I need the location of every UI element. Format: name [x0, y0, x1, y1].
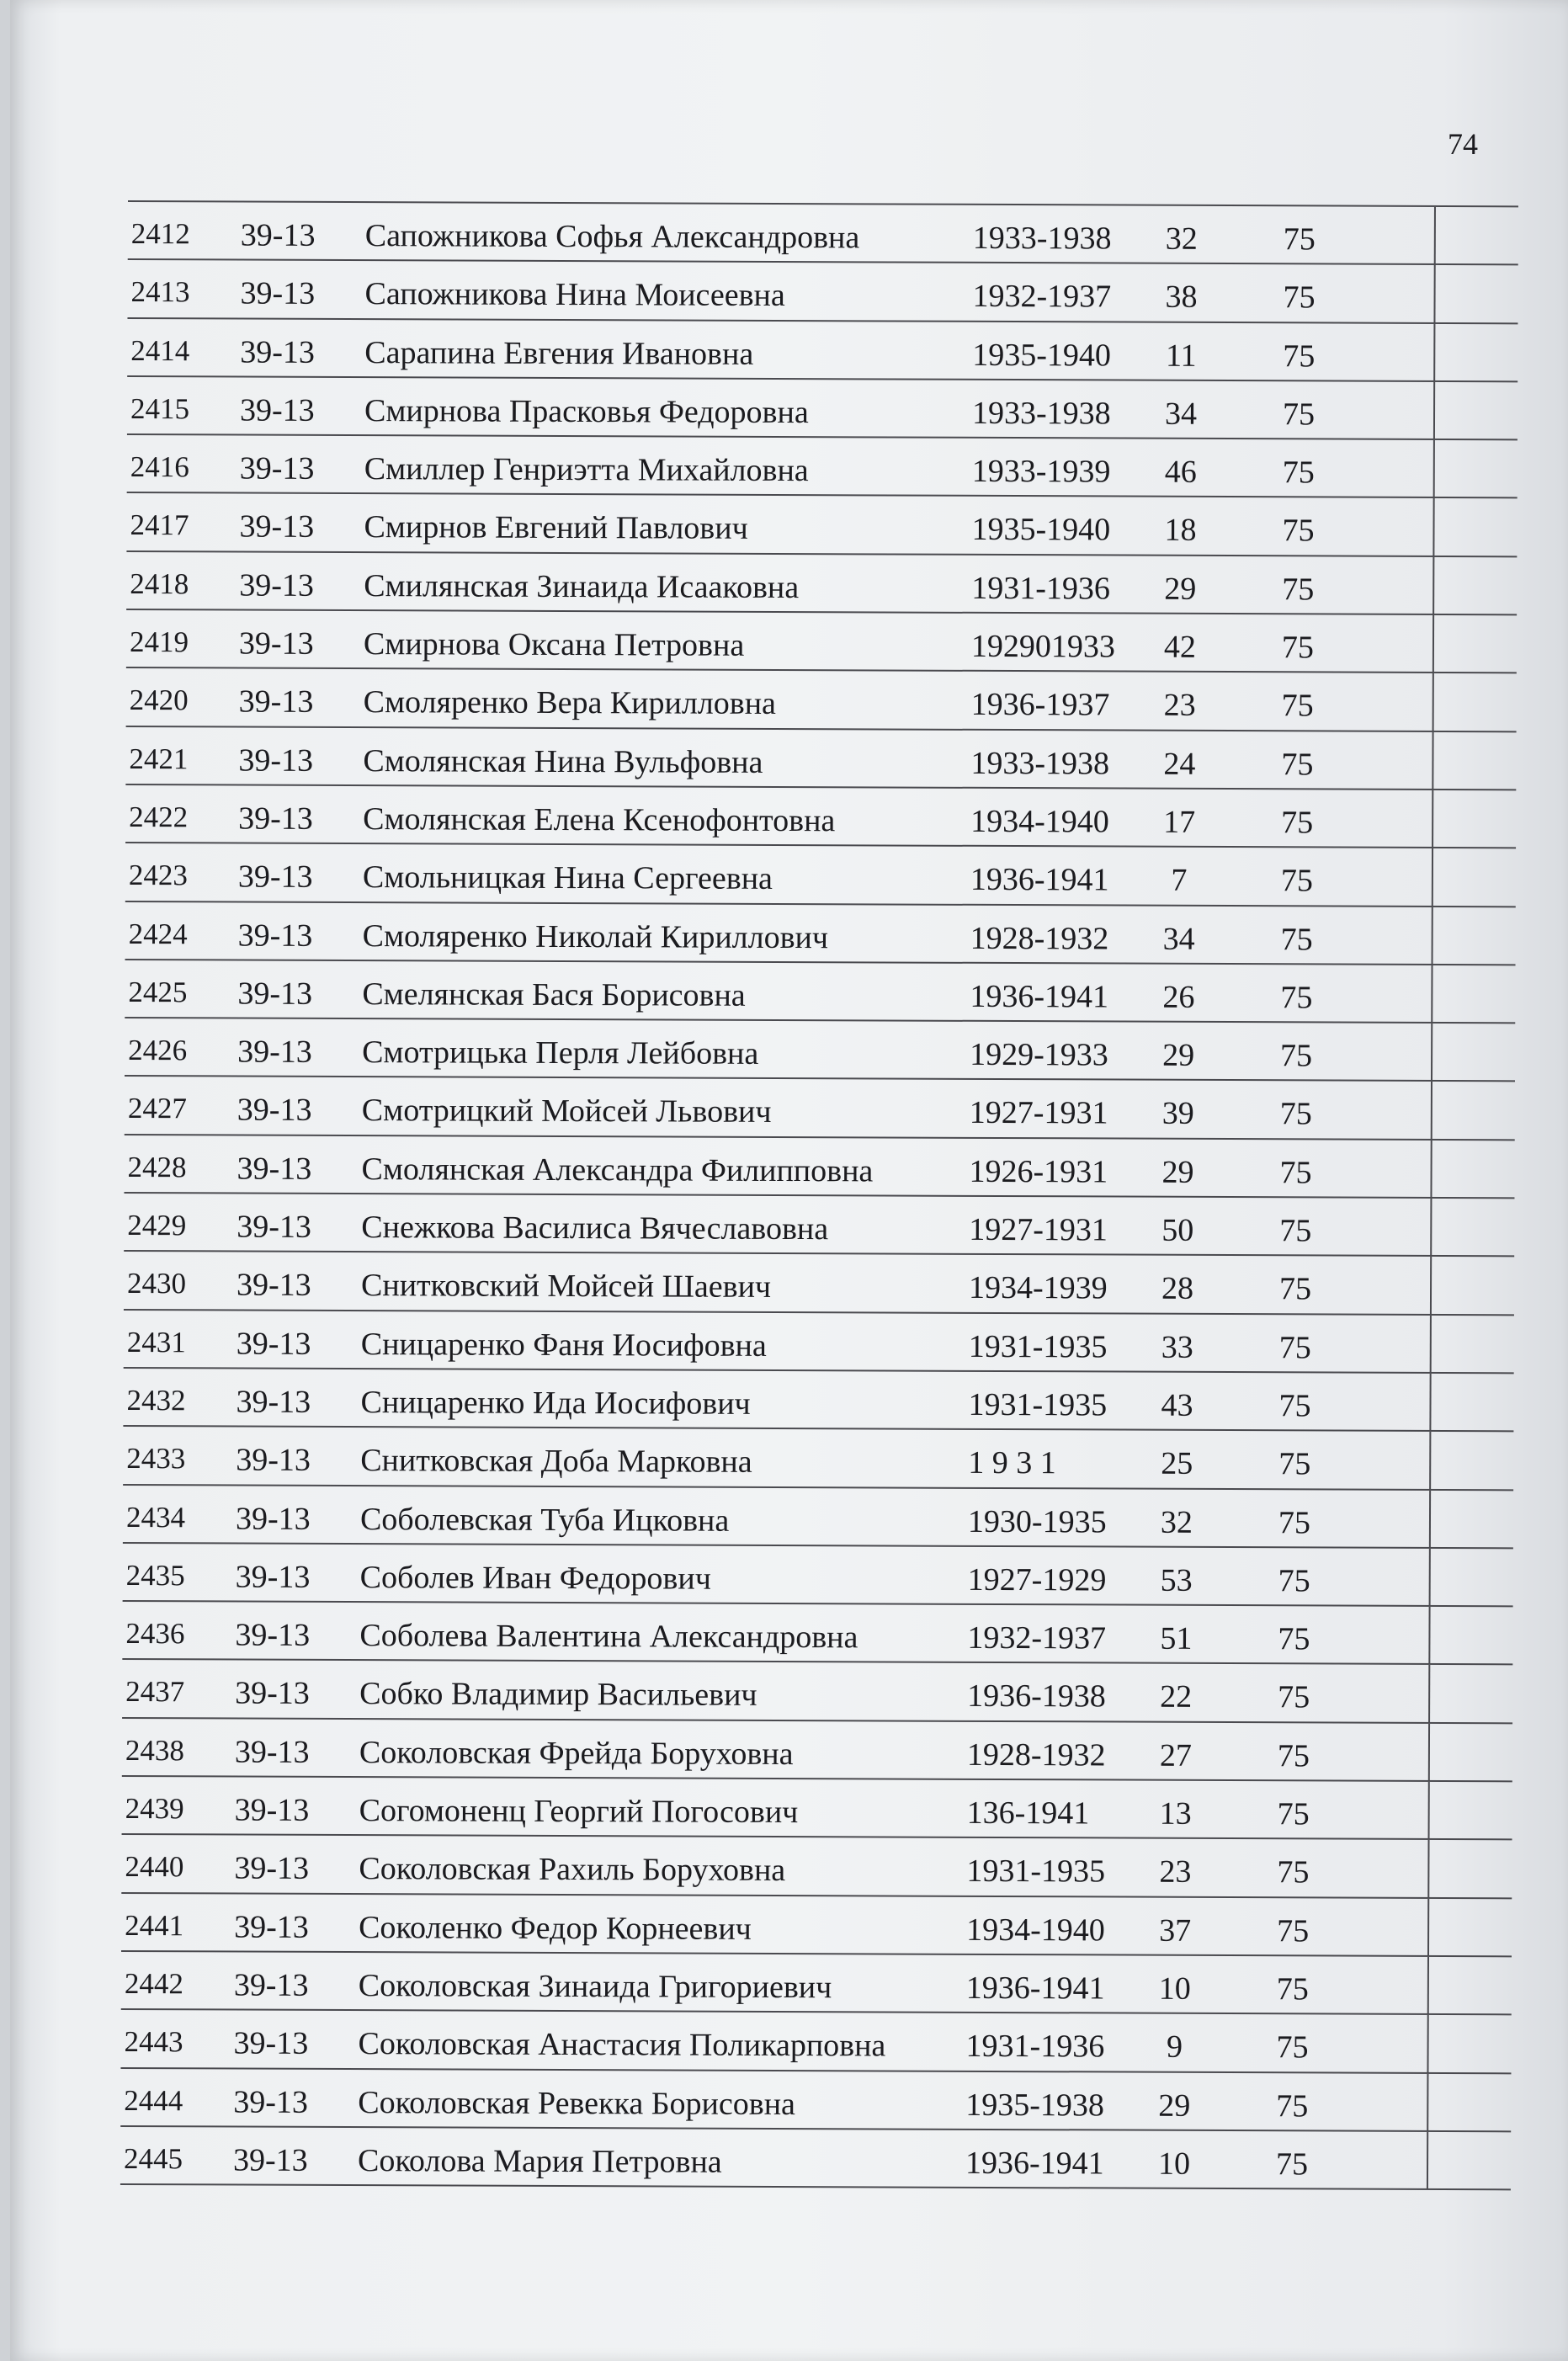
- file-count: 13: [1159, 1795, 1192, 1832]
- file-count: 10: [1158, 1970, 1191, 2007]
- years-range: 1931-1935: [968, 1386, 1108, 1423]
- column-divider: [1428, 1665, 1430, 1721]
- file-count: 43: [1161, 1387, 1193, 1423]
- archive-value: 75: [1280, 863, 1313, 899]
- table-row: [124, 1194, 1514, 1258]
- fund-code: 39-13: [234, 1909, 309, 1945]
- years-range: 1936-1941: [965, 2145, 1104, 2182]
- column-divider: [1432, 732, 1433, 789]
- file-count: 26: [1162, 979, 1195, 1015]
- column-divider: [1431, 1024, 1432, 1080]
- archive-value: 75: [1282, 455, 1315, 491]
- person-name: Соболев Иван Федорович: [359, 1559, 711, 1597]
- years-range: 136-1941: [966, 1795, 1090, 1832]
- person-name: Соколовская Рахиль Боруховна: [359, 1851, 786, 1889]
- table-row: [125, 960, 1515, 1024]
- column-divider: [1433, 440, 1435, 497]
- person-name: Сницаренко Ида Иосифович: [360, 1385, 751, 1422]
- person-name: Снитковская Доба Марковна: [360, 1443, 752, 1481]
- years-range: 1933-1938: [970, 745, 1110, 782]
- table-row: [120, 2010, 1511, 2074]
- column-divider: [1430, 1199, 1432, 1255]
- years-range: 1933-1938: [971, 395, 1111, 432]
- person-name: Соболевская Туба Ицковна: [359, 1501, 730, 1539]
- years-range: 1936-1937: [970, 687, 1110, 723]
- person-name: Смольницкая Нина Сергеевна: [362, 859, 773, 897]
- row-number: 2423: [128, 859, 188, 892]
- table-row: [121, 1894, 1512, 1958]
- table-row: [127, 260, 1518, 324]
- fund-code: 39-13: [237, 1092, 312, 1129]
- person-name: Смирнов Евгений Павлович: [364, 509, 748, 547]
- table-row: [124, 1252, 1514, 1316]
- column-divider: [1432, 557, 1434, 614]
- years-range: 1934-1939: [968, 1270, 1108, 1306]
- file-count: 11: [1165, 338, 1197, 374]
- fund-code: 39-13: [240, 275, 316, 312]
- person-name: Смилянская Зинаида Исааковна: [364, 567, 800, 605]
- row-number: 2443: [124, 2025, 183, 2059]
- file-count: 18: [1164, 513, 1197, 549]
- fund-code: 39-13: [240, 217, 316, 253]
- archive-value: 75: [1279, 1096, 1312, 1132]
- archive-value: 75: [1278, 1329, 1311, 1366]
- years-range: 1936-1941: [965, 1970, 1105, 2007]
- fund-code: 39-13: [237, 1034, 312, 1071]
- column-divider: [1430, 1141, 1432, 1197]
- archive-value: 75: [1278, 1504, 1311, 1540]
- person-name: Смоляренко Вера Кирилловна: [363, 684, 777, 722]
- fund-code: 39-13: [239, 450, 315, 487]
- archive-value: 75: [1279, 1213, 1312, 1249]
- person-name: Соколовская Анастасия Поликарповна: [358, 2026, 886, 2064]
- row-number: 2444: [124, 2083, 183, 2117]
- file-count: 23: [1163, 688, 1196, 724]
- table-row: [126, 552, 1517, 616]
- column-divider: [1427, 2073, 1428, 2130]
- person-name: Соболева Валентина Александровна: [359, 1618, 858, 1656]
- table-row: [123, 1486, 1513, 1550]
- person-name: Смотрицька Перля Лейбовна: [362, 1034, 759, 1072]
- archive-value: 75: [1283, 279, 1316, 316]
- years-range: 1931-1935: [968, 1328, 1108, 1365]
- archive-value: 75: [1283, 338, 1316, 375]
- file-count: 33: [1161, 1329, 1193, 1365]
- column-divider: [1432, 673, 1434, 730]
- archive-value: 75: [1278, 1563, 1310, 1599]
- row-number: 2431: [126, 1325, 186, 1359]
- years-range: 1936-1941: [970, 978, 1109, 1015]
- years-range: 1936-1941: [970, 862, 1109, 898]
- archive-value: 75: [1275, 2146, 1309, 2183]
- row-number: 2427: [127, 1092, 187, 1125]
- fund-code: 39-13: [240, 334, 316, 370]
- archive-value: 75: [1282, 572, 1315, 608]
- person-name: Сарапина Евгения Ивановна: [364, 334, 754, 372]
- fund-code: 39-13: [238, 625, 314, 662]
- table-row: [120, 2068, 1511, 2132]
- column-divider: [1427, 1840, 1429, 1896]
- column-divider: [1432, 498, 1434, 555]
- file-count: 17: [1163, 804, 1196, 840]
- row-number: 2429: [127, 1209, 187, 1242]
- years-range: 1935-1940: [971, 512, 1111, 548]
- row-number: 2425: [128, 975, 188, 1009]
- file-count: 29: [1162, 1037, 1195, 1074]
- archive-value: 75: [1278, 1388, 1311, 1424]
- fund-code: 39-13: [236, 1326, 311, 1362]
- person-name: Смолянская Нина Вульфовна: [363, 742, 763, 780]
- fund-code: 39-13: [239, 392, 315, 428]
- table-row: [125, 727, 1516, 791]
- table-row: [123, 1544, 1513, 1608]
- row-number: 2414: [130, 333, 190, 367]
- fund-code: 39-13: [237, 917, 313, 954]
- person-name: Сапожникова Софья Александровна: [364, 218, 860, 256]
- person-name: Соколова Мария Петровна: [357, 2142, 722, 2180]
- row-number: 2441: [125, 1908, 184, 1942]
- ledger-table: [120, 200, 1518, 2190]
- person-name: Смирнова Оксана Петровна: [363, 626, 745, 663]
- fund-code: 39-13: [237, 1209, 312, 1245]
- years-range: 1926-1931: [969, 1153, 1108, 1190]
- archive-value: 75: [1278, 1446, 1311, 1482]
- archive-value: 75: [1276, 2087, 1309, 2124]
- file-count: 27: [1159, 1737, 1192, 1773]
- person-name: Смолянская Елена Ксенофонтовна: [363, 801, 836, 839]
- table-row: [122, 1660, 1512, 1724]
- row-number: 2424: [128, 917, 188, 950]
- archive-value: 75: [1278, 1621, 1310, 1657]
- row-number: 2437: [125, 1675, 185, 1709]
- years-range: 192901933: [970, 628, 1116, 665]
- years-range: 1931-1935: [966, 1853, 1106, 1890]
- years-range: 1927-1929: [967, 1561, 1107, 1598]
- file-count: 38: [1165, 279, 1198, 316]
- person-name: Смелянская Бася Борисовна: [362, 976, 746, 1013]
- file-count: 23: [1159, 1854, 1192, 1890]
- column-divider: [1431, 1082, 1432, 1138]
- table-row: [127, 377, 1518, 441]
- person-name: Смоляренко Николай Кириллович: [362, 917, 829, 955]
- person-name: Снитковский Мойсей Шаевич: [360, 1268, 772, 1305]
- person-name: Соколовская Фрейда Боруховна: [359, 1734, 794, 1772]
- file-count: 34: [1162, 921, 1195, 957]
- years-range: 1931-1936: [965, 2029, 1105, 2065]
- file-count: 37: [1159, 1912, 1192, 1949]
- file-count: 32: [1160, 1504, 1193, 1540]
- column-divider: [1427, 1899, 1429, 1955]
- archive-value: 75: [1280, 921, 1313, 957]
- column-divider: [1429, 1490, 1431, 1546]
- archive-value: 75: [1282, 513, 1315, 549]
- years-range: 1930-1935: [967, 1503, 1107, 1540]
- table-row: [121, 1835, 1512, 1899]
- years-range: 1 9 3 1: [968, 1445, 1056, 1481]
- table-row: [122, 1602, 1512, 1666]
- archive-value: 75: [1280, 980, 1313, 1016]
- table-row: [123, 1369, 1513, 1433]
- archive-value: 75: [1280, 1038, 1313, 1074]
- table-row: [127, 319, 1518, 383]
- fund-code: 39-13: [238, 800, 313, 837]
- row-number: 2432: [126, 1383, 186, 1417]
- archive-value: 75: [1281, 630, 1315, 666]
- fund-code: 39-13: [235, 1501, 311, 1537]
- file-count: 46: [1164, 454, 1197, 491]
- column-divider: [1432, 907, 1433, 964]
- row-number: 2422: [129, 800, 189, 834]
- file-count: 7: [1171, 863, 1188, 899]
- fund-code: 39-13: [235, 1617, 311, 1653]
- person-name: Соколовская Зинаида Григориевич: [358, 1967, 832, 2006]
- archive-value: 75: [1277, 1737, 1310, 1774]
- row-number: 2428: [127, 1150, 187, 1184]
- fund-code: 39-13: [238, 683, 314, 721]
- row-number: 2442: [124, 1966, 183, 2001]
- column-divider: [1433, 324, 1435, 380]
- person-name: Сапожникова Нина Моисеевна: [364, 276, 785, 314]
- column-divider: [1431, 965, 1432, 1022]
- fund-code: 39-13: [234, 1734, 310, 1770]
- fund-code: 39-13: [234, 1850, 310, 1887]
- years-range: 1931-1936: [971, 570, 1110, 607]
- table-row: [126, 493, 1517, 557]
- row-number: 2434: [125, 1500, 186, 1534]
- table-row: [124, 1135, 1514, 1199]
- fund-code: 39-13: [237, 1151, 312, 1187]
- table-row: [128, 200, 1518, 266]
- table-row: [122, 1719, 1512, 1783]
- archive-value: 75: [1277, 1912, 1310, 1949]
- column-divider: [1428, 1782, 1430, 1838]
- fund-code: 39-13: [238, 742, 314, 779]
- column-divider: [1432, 615, 1434, 672]
- file-count: 29: [1161, 1154, 1194, 1190]
- column-divider: [1429, 1432, 1431, 1488]
- person-name: Соколовская Ревекка Борисовна: [358, 2084, 796, 2122]
- table-row: [125, 843, 1516, 907]
- row-number: 2430: [126, 1267, 187, 1300]
- column-divider: [1430, 1316, 1432, 1372]
- years-range: 1929-1933: [970, 1037, 1108, 1073]
- column-divider: [1432, 790, 1433, 847]
- years-range: 1928-1932: [970, 920, 1109, 957]
- fund-code: 39-13: [235, 1559, 311, 1595]
- person-name: Согомоненц Георгий Погосович: [359, 1793, 799, 1831]
- file-count: 39: [1161, 1096, 1194, 1132]
- archive-value: 75: [1277, 1796, 1310, 1832]
- table-row: [125, 1018, 1515, 1082]
- fund-code: 39-13: [237, 976, 313, 1012]
- archive-value: 75: [1282, 396, 1316, 433]
- fund-code: 39-13: [236, 1442, 311, 1479]
- column-divider: [1432, 848, 1433, 905]
- table-row: [125, 785, 1516, 849]
- person-name: Смирнова Прасковья Федоровна: [364, 392, 809, 430]
- file-count: 10: [1157, 2146, 1191, 2182]
- archive-value: 75: [1279, 1155, 1312, 1191]
- fund-code: 39-13: [236, 1384, 311, 1420]
- file-count: 51: [1160, 1620, 1193, 1656]
- column-divider: [1427, 1957, 1429, 2013]
- fund-code: 39-13: [234, 1792, 310, 1828]
- table-row: [124, 1311, 1514, 1375]
- years-range: 1934-1940: [966, 1912, 1105, 1949]
- file-count: 9: [1167, 2029, 1183, 2066]
- person-name: Снежкова Василиса Вячеславовна: [361, 1210, 829, 1247]
- table-row: [123, 1427, 1513, 1491]
- column-divider: [1434, 207, 1436, 263]
- row-number: 2439: [125, 1792, 184, 1826]
- fund-code: 39-13: [233, 1967, 309, 2003]
- person-name: Смолянская Александра Филипповна: [361, 1151, 874, 1189]
- years-range: 1928-1932: [966, 1736, 1106, 1773]
- table-row: [126, 668, 1517, 732]
- row-number: 2438: [125, 1733, 185, 1767]
- row-number: 2416: [130, 450, 189, 484]
- row-number: 2433: [126, 1442, 186, 1476]
- file-count: 28: [1161, 1271, 1194, 1307]
- years-range: 1927-1931: [969, 1211, 1108, 1248]
- fund-code: 39-13: [237, 859, 313, 896]
- file-count: 50: [1161, 1212, 1194, 1248]
- row-number: 2413: [130, 275, 190, 309]
- archive-value: 75: [1281, 805, 1314, 841]
- fund-code: 39-13: [235, 1675, 310, 1712]
- row-number: 2421: [129, 742, 189, 775]
- table-row: [120, 2127, 1511, 2191]
- years-range: 1934-1940: [970, 803, 1109, 840]
- row-number: 2417: [130, 508, 189, 542]
- column-divider: [1427, 2132, 1428, 2188]
- archive-value: 75: [1277, 1854, 1310, 1890]
- years-range: 1936-1938: [967, 1678, 1106, 1715]
- column-divider: [1428, 1607, 1430, 1663]
- row-number: 2445: [123, 2141, 183, 2176]
- fund-code: 39-13: [232, 2142, 308, 2178]
- column-divider: [1427, 2015, 1428, 2071]
- document-page: [10, 0, 1568, 2361]
- row-number: 2412: [130, 217, 190, 251]
- table-row: [121, 1952, 1512, 2016]
- fund-code: 39-13: [233, 2083, 309, 2120]
- table-row: [122, 1777, 1512, 1841]
- years-range: 1927-1931: [969, 1095, 1108, 1131]
- file-count: 32: [1165, 221, 1198, 257]
- row-number: 2435: [125, 1558, 185, 1593]
- file-count: 42: [1163, 629, 1197, 665]
- person-name: Сницаренко Фаня Иосифовна: [360, 1326, 767, 1364]
- fund-code: 39-13: [233, 2025, 309, 2062]
- years-range: 1933-1939: [971, 454, 1111, 490]
- fund-code: 39-13: [239, 567, 314, 604]
- years-range: 1933-1938: [972, 220, 1112, 257]
- table-row: [125, 902, 1516, 966]
- file-count: 22: [1160, 1679, 1193, 1715]
- row-number: 2440: [125, 1850, 184, 1884]
- archive-value: 75: [1281, 688, 1314, 724]
- archive-value: 75: [1283, 221, 1316, 258]
- person-name: Смотрицкий Мойсей Львович: [361, 1093, 772, 1130]
- table-row: [125, 1077, 1515, 1141]
- table-row: [127, 435, 1518, 499]
- archive-value: 75: [1278, 1271, 1312, 1307]
- file-count: 24: [1163, 746, 1196, 782]
- row-number: 2436: [125, 1617, 185, 1651]
- column-divider: [1429, 1549, 1431, 1605]
- archive-value: 75: [1281, 746, 1314, 783]
- years-range: 1935-1938: [965, 2087, 1105, 2123]
- archive-value: 75: [1276, 2029, 1309, 2066]
- column-divider: [1429, 1374, 1431, 1430]
- file-count: 25: [1161, 1445, 1193, 1482]
- row-number: 2415: [130, 391, 190, 426]
- file-count: 29: [1158, 2087, 1191, 2124]
- column-divider: [1428, 1724, 1430, 1780]
- years-range: 1932-1937: [972, 279, 1112, 315]
- row-number: 2419: [129, 625, 189, 659]
- person-name: Соколенко Федор Корнеевич: [359, 1909, 752, 1947]
- years-range: 1935-1940: [972, 337, 1112, 374]
- file-count: 29: [1164, 571, 1197, 607]
- archive-value: 75: [1278, 1679, 1310, 1715]
- years-range: 1932-1937: [967, 1619, 1107, 1656]
- column-divider: [1433, 382, 1435, 439]
- person-name: Собко Владимир Васильевич: [359, 1676, 757, 1714]
- file-count: 34: [1164, 396, 1198, 432]
- fund-code: 39-13: [236, 1267, 311, 1304]
- file-count: 53: [1160, 1562, 1193, 1598]
- table-row: [126, 610, 1517, 674]
- fund-code: 39-13: [239, 508, 315, 545]
- person-name: Смиллер Генриэтта Михайловна: [364, 451, 809, 489]
- row-number: 2426: [128, 1034, 188, 1067]
- archive-value: 75: [1276, 1971, 1309, 2007]
- page-number: 74: [1448, 127, 1478, 161]
- row-number: 2420: [129, 683, 189, 717]
- column-divider: [1433, 265, 1435, 322]
- column-divider: [1430, 1257, 1432, 1313]
- row-number: 2418: [130, 566, 189, 601]
